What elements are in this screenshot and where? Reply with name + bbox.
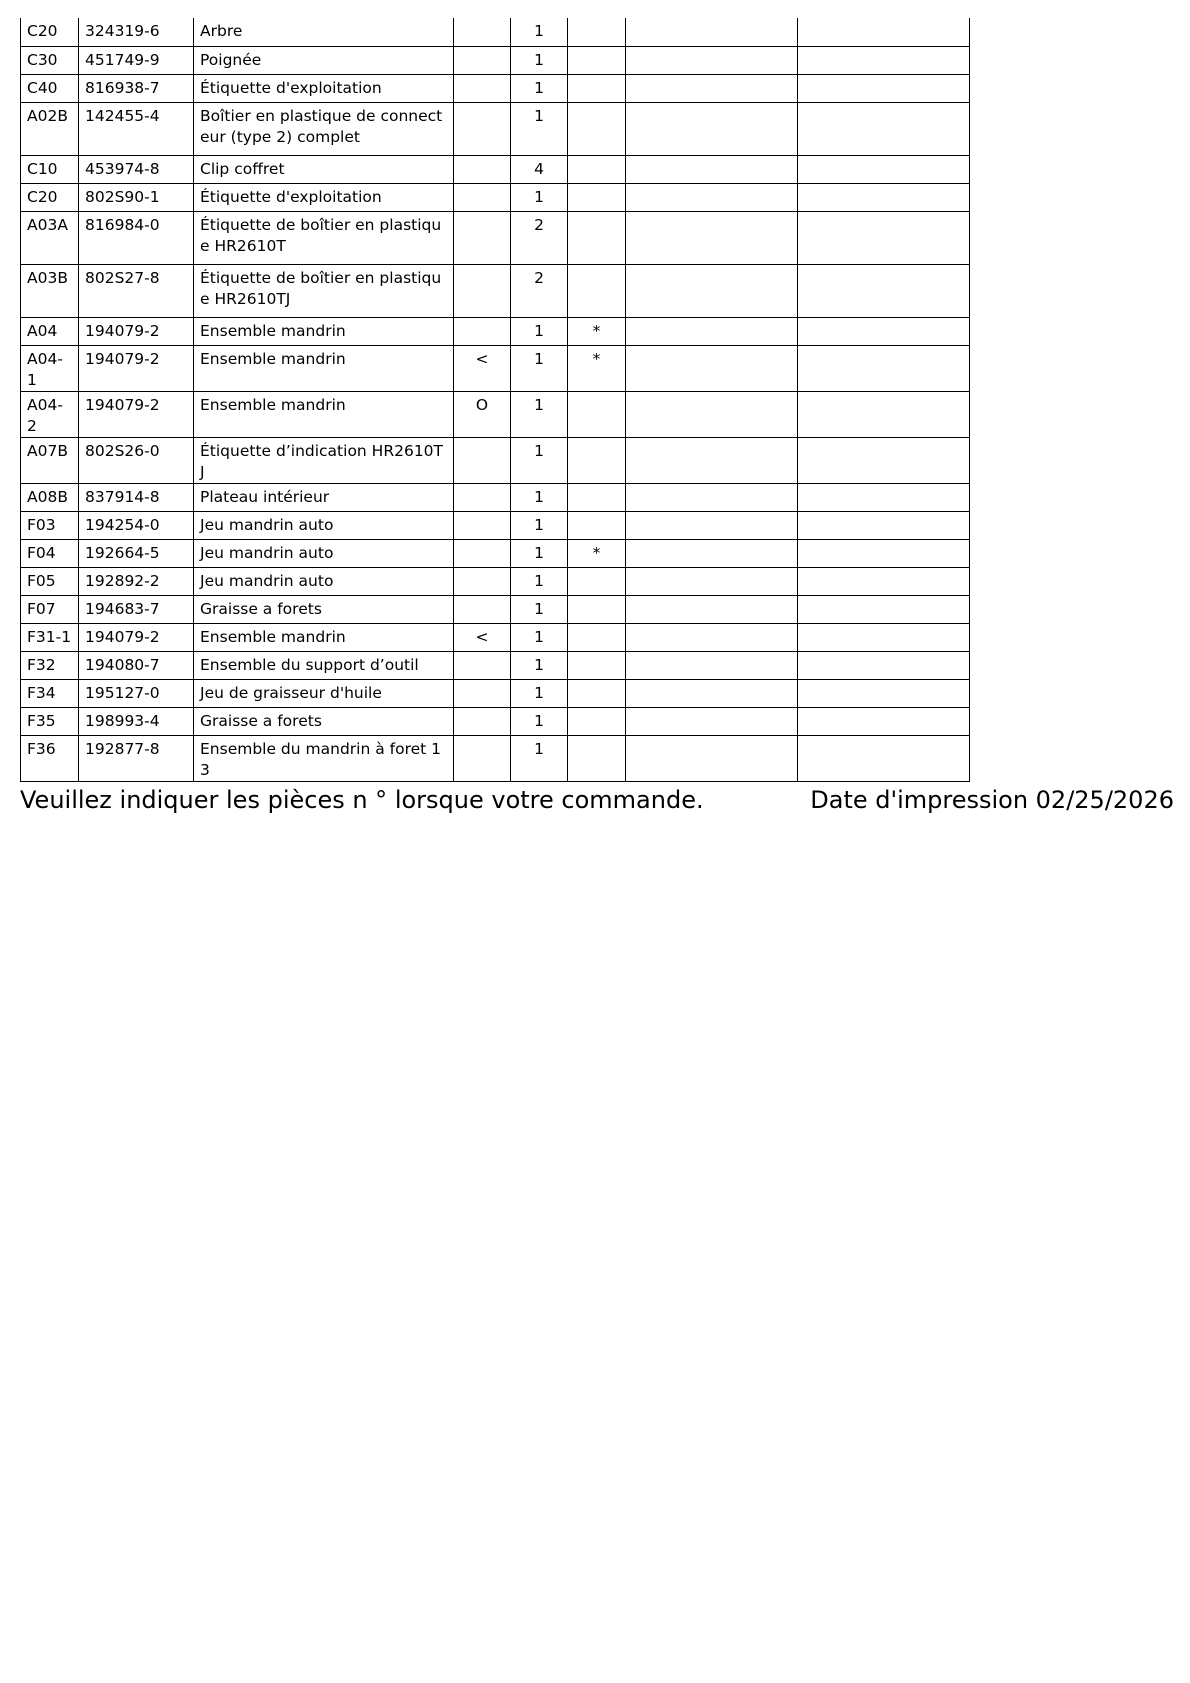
cell-quantity: 1: [511, 183, 568, 211]
cell-description: Jeu mandrin auto: [194, 511, 454, 539]
cell-blank: [626, 707, 798, 735]
cell-part-number: 198993-4: [79, 707, 194, 735]
cell-mark: [568, 102, 626, 155]
cell-blank: [626, 74, 798, 102]
cell-blank: [626, 539, 798, 567]
cell-blank: [626, 391, 798, 437]
table-row: [21, 735, 970, 781]
cell-quantity: 1: [511, 483, 568, 511]
cell-ref: F36: [21, 735, 79, 781]
cell-note: [454, 317, 511, 345]
cell-blank: [626, 102, 798, 155]
cell-note: [454, 483, 511, 511]
cell-blank: [626, 483, 798, 511]
table-row: [21, 567, 970, 595]
cell-ref: F34: [21, 679, 79, 707]
table-row: [21, 18, 970, 46]
cell-note: [454, 707, 511, 735]
cell-blank: [626, 345, 798, 391]
cell-note: [454, 679, 511, 707]
cell-ref: F35: [21, 707, 79, 735]
cell-blank: [798, 707, 970, 735]
parts-table: [20, 18, 970, 782]
cell-description: Jeu de graisseur d'huile: [194, 679, 454, 707]
cell-description: Étiquette d'exploitation: [194, 74, 454, 102]
cell-quantity: 1: [511, 18, 568, 46]
cell-blank: [626, 155, 798, 183]
cell-blank: [626, 183, 798, 211]
cell-note: [454, 102, 511, 155]
cell-ref: A04-2: [21, 391, 79, 437]
cell-mark: [568, 595, 626, 623]
cell-description: Ensemble mandrin: [194, 391, 454, 437]
cell-note: [454, 18, 511, 46]
cell-mark: [568, 511, 626, 539]
cell-mark: [568, 74, 626, 102]
cell-mark: [568, 651, 626, 679]
cell-blank: [798, 651, 970, 679]
table-row: [21, 46, 970, 74]
cell-blank: [626, 511, 798, 539]
cell-note: [454, 511, 511, 539]
cell-quantity: 1: [511, 595, 568, 623]
cell-mark: [568, 567, 626, 595]
cell-ref: C20: [21, 18, 79, 46]
cell-part-number: 194079-2: [79, 391, 194, 437]
cell-blank: [626, 264, 798, 317]
cell-note: [454, 539, 511, 567]
cell-description: Graisse a forets: [194, 595, 454, 623]
cell-ref: F31-1: [21, 623, 79, 651]
cell-note: <: [454, 623, 511, 651]
cell-mark: [568, 18, 626, 46]
cell-blank: [798, 74, 970, 102]
table-row: [21, 707, 970, 735]
table-row: [21, 155, 970, 183]
cell-ref: C40: [21, 74, 79, 102]
cell-mark: [568, 437, 626, 483]
cell-quantity: 1: [511, 735, 568, 781]
cell-blank: [798, 483, 970, 511]
cell-ref: C10: [21, 155, 79, 183]
cell-blank: [798, 317, 970, 345]
cell-part-number: 451749-9: [79, 46, 194, 74]
cell-ref: A04: [21, 317, 79, 345]
cell-blank: [798, 391, 970, 437]
cell-mark: [568, 707, 626, 735]
cell-part-number: 194080-7: [79, 651, 194, 679]
cell-ref: F07: [21, 595, 79, 623]
cell-blank: [798, 595, 970, 623]
cell-quantity: 2: [511, 211, 568, 264]
cell-blank: [798, 567, 970, 595]
cell-note: O: [454, 391, 511, 437]
cell-blank: [626, 567, 798, 595]
cell-note: [454, 651, 511, 679]
cell-blank: [798, 345, 970, 391]
cell-part-number: 192892-2: [79, 567, 194, 595]
cell-note: [454, 74, 511, 102]
cell-blank: [626, 679, 798, 707]
cell-description: Étiquette d'exploitation: [194, 183, 454, 211]
cell-quantity: 1: [511, 679, 568, 707]
cell-mark: [568, 183, 626, 211]
cell-blank: [798, 155, 970, 183]
table-row: [21, 623, 970, 651]
table-row: [21, 391, 970, 437]
cell-quantity: 1: [511, 707, 568, 735]
cell-quantity: 2: [511, 264, 568, 317]
cell-part-number: 195127-0: [79, 679, 194, 707]
cell-description: Ensemble du mandrin à foret 13: [194, 735, 454, 781]
cell-blank: [798, 679, 970, 707]
cell-description: Plateau intérieur: [194, 483, 454, 511]
parts-table-body: [21, 18, 970, 781]
cell-ref: C30: [21, 46, 79, 74]
cell-blank: [798, 735, 970, 781]
cell-note: [454, 155, 511, 183]
table-row: [21, 679, 970, 707]
cell-mark: [568, 391, 626, 437]
cell-description: Graisse a forets: [194, 707, 454, 735]
cell-description: Étiquette de boîtier en plastique HR2610TJ: [194, 264, 454, 317]
table-row: [21, 511, 970, 539]
cell-quantity: 1: [511, 74, 568, 102]
cell-ref: A07B: [21, 437, 79, 483]
cell-note: <: [454, 345, 511, 391]
cell-mark: *: [568, 317, 626, 345]
cell-part-number: 192877-8: [79, 735, 194, 781]
cell-blank: [798, 183, 970, 211]
cell-blank: [626, 46, 798, 74]
print-date: Date d'impression 02/25/2026: [810, 786, 1174, 814]
cell-quantity: 1: [511, 651, 568, 679]
cell-description: Ensemble du support d’outil: [194, 651, 454, 679]
cell-part-number: 816984-0: [79, 211, 194, 264]
cell-quantity: 1: [511, 102, 568, 155]
cell-blank: [626, 735, 798, 781]
cell-blank: [798, 102, 970, 155]
cell-mark: *: [568, 539, 626, 567]
cell-quantity: 1: [511, 567, 568, 595]
cell-note: [454, 567, 511, 595]
table-row: [21, 102, 970, 155]
cell-description: Étiquette de boîtier en plastique HR2610T: [194, 211, 454, 264]
cell-note: [454, 46, 511, 74]
cell-ref: F32: [21, 651, 79, 679]
cell-mark: [568, 46, 626, 74]
cell-ref: F04: [21, 539, 79, 567]
cell-description: Ensemble mandrin: [194, 317, 454, 345]
cell-quantity: 1: [511, 46, 568, 74]
table-row: [21, 317, 970, 345]
cell-part-number: 142455-4: [79, 102, 194, 155]
cell-blank: [798, 539, 970, 567]
cell-ref: A02B: [21, 102, 79, 155]
cell-part-number: 802S90-1: [79, 183, 194, 211]
cell-part-number: 194254-0: [79, 511, 194, 539]
cell-part-number: 453974-8: [79, 155, 194, 183]
cell-ref: A03A: [21, 211, 79, 264]
cell-ref: A04-1: [21, 345, 79, 391]
cell-note: [454, 183, 511, 211]
cell-quantity: 1: [511, 437, 568, 483]
cell-part-number: 837914-8: [79, 483, 194, 511]
table-row: [21, 211, 970, 264]
table-row: [21, 651, 970, 679]
table-row: [21, 74, 970, 102]
cell-quantity: 4: [511, 155, 568, 183]
cell-ref: A03B: [21, 264, 79, 317]
cell-quantity: 1: [511, 345, 568, 391]
table-row: [21, 595, 970, 623]
cell-quantity: 1: [511, 539, 568, 567]
cell-part-number: 194683-7: [79, 595, 194, 623]
cell-note: [454, 437, 511, 483]
cell-part-number: 802S27-8: [79, 264, 194, 317]
cell-part-number: 816938-7: [79, 74, 194, 102]
cell-blank: [626, 211, 798, 264]
cell-mark: [568, 264, 626, 317]
cell-ref: F03: [21, 511, 79, 539]
cell-description: Ensemble mandrin: [194, 623, 454, 651]
cell-part-number: 194079-2: [79, 623, 194, 651]
cell-part-number: 194079-2: [79, 345, 194, 391]
cell-quantity: 1: [511, 317, 568, 345]
table-row: [21, 264, 970, 317]
table-row: [21, 483, 970, 511]
cell-note: [454, 264, 511, 317]
cell-note: [454, 211, 511, 264]
cell-blank: [798, 264, 970, 317]
table-row: [21, 183, 970, 211]
cell-note: [454, 735, 511, 781]
cell-mark: [568, 735, 626, 781]
cell-quantity: 1: [511, 623, 568, 651]
table-row: [21, 345, 970, 391]
cell-description: Ensemble mandrin: [194, 345, 454, 391]
cell-description: Jeu mandrin auto: [194, 539, 454, 567]
cell-description: Jeu mandrin auto: [194, 567, 454, 595]
cell-blank: [626, 18, 798, 46]
cell-mark: [568, 483, 626, 511]
cell-description: Arbre: [194, 18, 454, 46]
cell-part-number: 802S26-0: [79, 437, 194, 483]
cell-part-number: 194079-2: [79, 317, 194, 345]
cell-description: Clip coffret: [194, 155, 454, 183]
cell-blank: [798, 623, 970, 651]
cell-blank: [798, 18, 970, 46]
cell-blank: [626, 651, 798, 679]
cell-mark: [568, 623, 626, 651]
cell-ref: F05: [21, 567, 79, 595]
cell-blank: [798, 437, 970, 483]
cell-mark: [568, 211, 626, 264]
cell-mark: [568, 155, 626, 183]
table-row: [21, 539, 970, 567]
cell-blank: [798, 46, 970, 74]
cell-blank: [798, 511, 970, 539]
cell-mark: [568, 679, 626, 707]
cell-quantity: 1: [511, 391, 568, 437]
cell-quantity: 1: [511, 511, 568, 539]
cell-blank: [626, 317, 798, 345]
cell-mark: *: [568, 345, 626, 391]
cell-ref: A08B: [21, 483, 79, 511]
cell-note: [454, 595, 511, 623]
cell-blank: [626, 595, 798, 623]
cell-blank: [798, 211, 970, 264]
cell-description: Poignée: [194, 46, 454, 74]
cell-part-number: 192664-5: [79, 539, 194, 567]
cell-description: Boîtier en plastique de connecteur (type 2) complet: [194, 102, 454, 155]
order-instruction-note: Veuillez indiquer les pièces n ° lorsque votre commande.: [20, 786, 704, 814]
table-row: [21, 437, 970, 483]
cell-part-number: 324319-6: [79, 18, 194, 46]
cell-blank: [626, 623, 798, 651]
cell-blank: [626, 437, 798, 483]
cell-description: Étiquette d’indication HR2610TJ: [194, 437, 454, 483]
cell-ref: C20: [21, 183, 79, 211]
